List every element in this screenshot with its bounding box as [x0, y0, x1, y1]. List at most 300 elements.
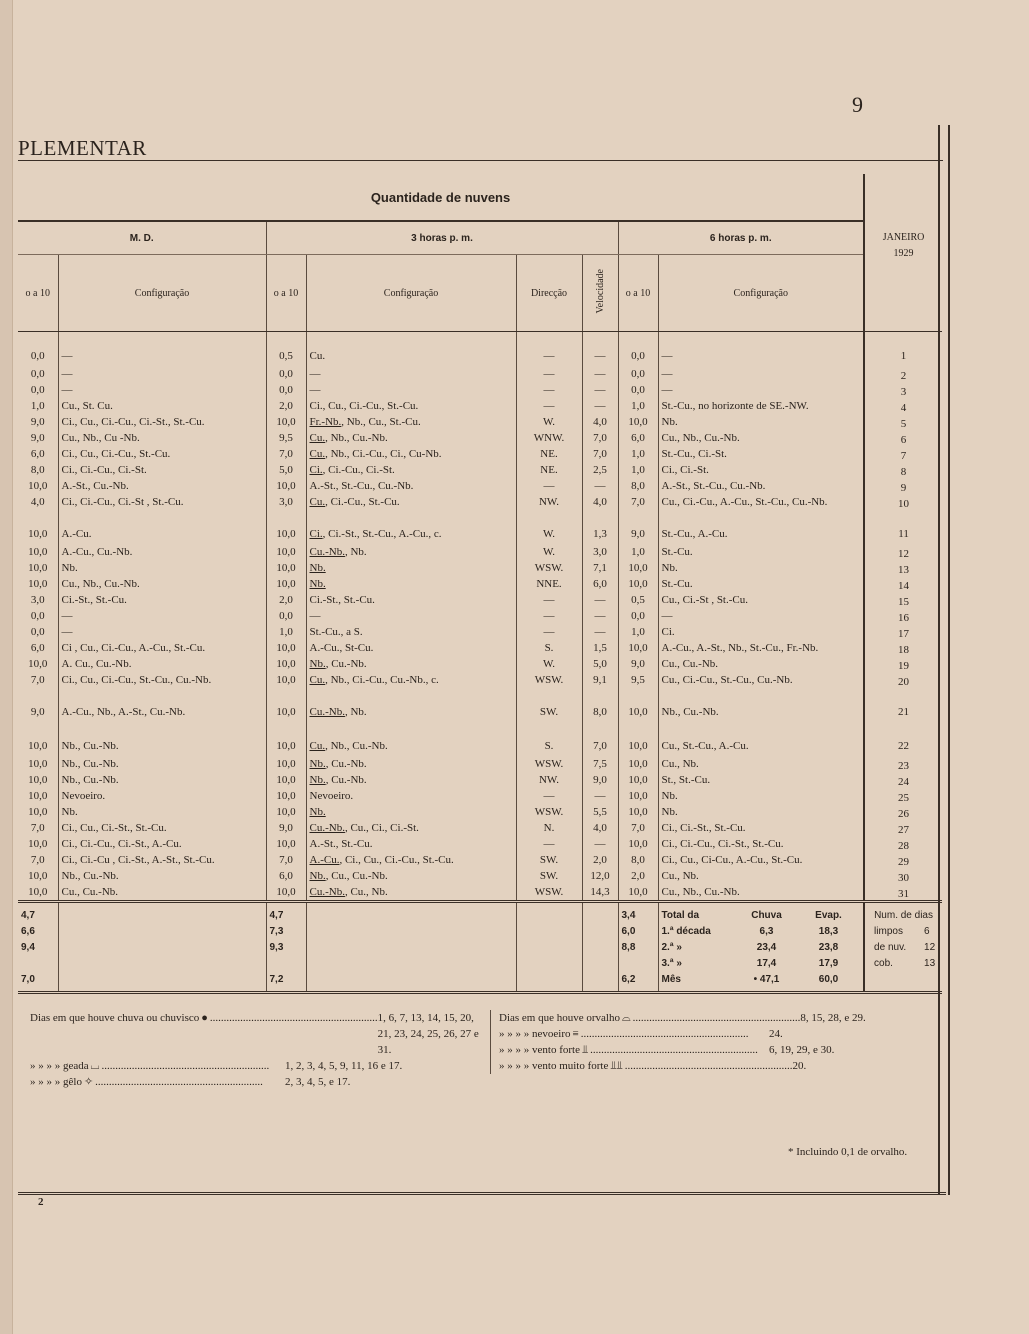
cell-day-number: 1 [864, 332, 942, 367]
table-body [18, 332, 942, 902]
cell-md-scale: 10,0 [28, 740, 48, 752]
cell-md-scale: 7,0 [30, 674, 45, 686]
cell-pm3-direction: SW. [516, 868, 582, 884]
leader-dots: ............................................................. [580, 1028, 749, 1040]
cell-pm6-scale: 9,0 [618, 656, 658, 672]
note-row [30, 1058, 485, 1074]
cell-pm6-config: — [658, 366, 864, 382]
cell-day-number: 11 [864, 510, 942, 544]
cell-pm6-scale: 0,0 [618, 366, 658, 382]
underlined-cloud-type: Cu. [309, 496, 326, 508]
cell-pm6-scale: 0,0 [618, 382, 658, 398]
cell-pm6-config: St.-Cu., A.-Cu. [658, 510, 864, 544]
cell-md-config: Ci , Cu., Ci.-Cu., A.-Cu., St.-Cu. [58, 640, 266, 656]
cell-pm6-scale: 0,5 [618, 592, 658, 608]
cell-pm6-config: Cu., Nb., Cu.-Nb. [658, 884, 864, 902]
cell-pm3-direction: WNW. [516, 430, 582, 446]
cell-md-scale: 10,0 [28, 806, 48, 818]
totals-rain: 17,4 [756, 957, 777, 969]
cell-pm3-direction: W. [516, 414, 582, 430]
table-row [18, 836, 942, 852]
cell-pm6-config: Cu., Ci.-St , St.-Cu. [658, 592, 864, 608]
cloud-types: — [309, 384, 321, 396]
cell-pm3-scale: 0,0 [266, 608, 306, 624]
cell-pm3-direction: WSW. [516, 884, 582, 902]
group-6pm: 6 horas p. m. [618, 221, 864, 255]
cell-md-config: Nb. [58, 804, 266, 820]
cell-pm3-speed: — [582, 608, 618, 624]
cell-md-config: Ci., Cu., Ci.-Cu., St.-Cu. [58, 446, 266, 462]
cell-pm6-scale: 1,0 [618, 462, 658, 478]
cell-pm6-config: Cu., Nb., Cu.-Nb. [658, 430, 864, 446]
cell-day-number: 24 [864, 772, 942, 788]
cell-day-number: 12 [864, 544, 942, 560]
col-config-3pm: Configuração [306, 255, 516, 332]
cell-md-config: — [58, 382, 266, 398]
cell-day-number: 26 [864, 804, 942, 820]
cell-pm3-direction: NE. [516, 462, 582, 478]
cell-pm3-config [306, 462, 516, 478]
cloud-types: , Nb., Ci.-Cu., Cu.-Nb., c. [325, 674, 439, 686]
summary-row [18, 955, 942, 971]
cell-pm6-config: Ci., Ci.-St., St.-Cu. [658, 820, 864, 836]
summary-md-blank [58, 971, 266, 993]
weather-symbol-icon: ⫫⫫ [610, 1060, 623, 1072]
cloud-types: Ci.-St., St.-Cu. [309, 594, 375, 606]
cloud-types: , Cu.-Nb. [325, 758, 367, 770]
table-row [18, 722, 942, 756]
note-row [30, 1010, 485, 1058]
underlined-cloud-type: Nb. [309, 758, 326, 770]
cloud-types: , Cu., Ci., Ci.-St. [344, 822, 419, 834]
cell-pm3-config [306, 804, 516, 820]
cell-pm3-config [306, 836, 516, 852]
cell-md-scale: 0,0 [30, 384, 45, 396]
cell-day-number: 2 [864, 366, 942, 382]
cloud-types: , Nb., Ci.-Cu., Ci., Cu-Nb. [325, 448, 442, 460]
cell-pm3-speed: 7,5 [582, 756, 618, 772]
underlined-cloud-type: Nb. [309, 806, 326, 818]
underlined-cloud-type: Cu. [309, 432, 326, 444]
cell-md-scale: 10,0 [28, 774, 48, 786]
table-row [18, 820, 942, 836]
cell-day-number: 20 [864, 672, 942, 688]
underlined-cloud-type: Nb. [309, 578, 326, 590]
group-3pm: 3 horas p. m. [266, 221, 618, 255]
cell-md-config: — [58, 332, 266, 367]
cell-md-scale: 0,0 [30, 610, 45, 622]
cell-pm6-config: Nb. [658, 560, 864, 576]
cell-md-config: Cu., Cu.-Nb. [58, 884, 266, 902]
cell-md-config: Ci., Ci.-Cu., Ci.-St., A.-Cu. [58, 836, 266, 852]
days-label: de nuv. [874, 941, 907, 953]
cell-pm3-config [306, 672, 516, 688]
cell-pm3-speed: — [582, 382, 618, 398]
cell-pm3-direction: — [516, 366, 582, 382]
cell-pm3-config [306, 332, 516, 367]
cloud-types: , Nb. [344, 706, 367, 718]
weather-symbol-icon: ≡ [572, 1028, 579, 1040]
totals-cell [658, 971, 864, 993]
top-rule [18, 160, 943, 161]
cell-pm6-config: Cu., Ci.-Cu., St.-Cu., Cu.-Nb. [658, 672, 864, 688]
cell-pm3-speed: 7,0 [582, 446, 618, 462]
underlined-cloud-type: Nb. [309, 774, 326, 786]
cell-pm3-speed: 2,5 [582, 462, 618, 478]
notes-right [490, 1010, 939, 1074]
cell-pm3-config [306, 366, 516, 382]
summary-3pm-blank [306, 902, 516, 924]
cell-pm3-scale: 10,0 [266, 672, 306, 688]
totals-evap: 18,3 [818, 925, 839, 937]
cell-pm3-speed: 6,0 [582, 576, 618, 592]
summary-3pm-blank [306, 971, 516, 993]
cell-pm3-direction: SW. [516, 852, 582, 868]
summary-row [18, 971, 942, 993]
cell-pm3-direction: WSW. [516, 560, 582, 576]
summary-md-mean: 6,6 [21, 925, 35, 937]
cell-day-number: 19 [864, 656, 942, 672]
cell-md-scale: 0,0 [30, 368, 45, 380]
cell-pm3-direction: SW. [516, 688, 582, 722]
totals-evap: 23,8 [818, 941, 839, 953]
cell-pm3-config [306, 560, 516, 576]
cell-pm3-scale: 10,0 [266, 788, 306, 804]
cell-md-config: A. Cu., Cu.-Nb. [58, 656, 266, 672]
cell-pm6-scale: 6,0 [618, 430, 658, 446]
cell-pm3-speed: 12,0 [582, 868, 618, 884]
weather-symbol-icon: ⫫ [581, 1044, 589, 1056]
summary-6pm-mean: 3,4 [618, 902, 658, 924]
note-days: 1, 6, 7, 13, 14, 15, 20, 21, 23, 24, 25, 26, 27 e 31. [377, 1012, 479, 1056]
cell-pm3-scale: 10,0 [266, 804, 306, 820]
table-row [18, 688, 942, 722]
cell-pm3-scale: 0,0 [266, 382, 306, 398]
cell-pm3-config [306, 544, 516, 560]
cell-pm3-speed: — [582, 478, 618, 494]
cell-pm3-config [306, 656, 516, 672]
cell-pm3-scale: 0,0 [266, 366, 306, 382]
note-label: » » » » vento muito forte [499, 1060, 609, 1072]
summary-3pm-blank [306, 939, 516, 955]
cell-pm6-scale: 0,0 [618, 608, 658, 624]
table-row [18, 608, 942, 624]
cloud-types: Ci., Cu., Ci.-Cu., St.-Cu. [309, 400, 419, 412]
summary-6pm-mean: 8,8 [618, 939, 658, 955]
cell-pm6-scale: 1,0 [618, 544, 658, 560]
table-row [18, 494, 942, 510]
days-cell [864, 939, 942, 955]
weather-symbol-icon: ✧ [83, 1076, 94, 1088]
cell-pm6-config: Cu., Ci.-Cu., A.-Cu., St.-Cu., Cu.-Nb. [658, 494, 864, 510]
cloud-types: , Ci., Cu., Ci.-Cu., St.-Cu. [339, 854, 454, 866]
cell-pm3-direction: — [516, 788, 582, 804]
cell-day-number: 22 [864, 722, 942, 756]
summary-md-mean [18, 955, 58, 971]
leader-dots: ............................................................. [590, 1044, 758, 1056]
totals-cell [658, 902, 864, 924]
underlined-cloud-type: Ci. [309, 528, 323, 540]
totals-line [662, 958, 861, 969]
cell-pm6-config: St., St.-Cu. [658, 772, 864, 788]
cell-pm3-direction: W. [516, 544, 582, 560]
table-row [18, 430, 942, 446]
cell-pm3-direction: NNE. [516, 576, 582, 592]
cell-pm3-scale: 1,0 [266, 624, 306, 640]
cell-md-config: Nb., Cu.-Nb. [58, 868, 266, 884]
month-label: JANEIRO [882, 232, 925, 243]
cell-pm3-direction: NW. [516, 772, 582, 788]
cell-md-scale: 10,0 [28, 838, 48, 850]
cell-md-scale: 10,0 [28, 546, 48, 558]
underlined-cloud-type: Ci. [309, 464, 323, 476]
cell-pm3-speed: — [582, 836, 618, 852]
cell-pm3-direction: — [516, 382, 582, 398]
cell-pm3-direction: NW. [516, 494, 582, 510]
days-value: 6 [924, 925, 930, 937]
table-row [18, 592, 942, 608]
totals-cell [658, 939, 864, 955]
underlined-cloud-type: Nb. [309, 870, 326, 882]
cell-md-config: A.-Cu., Cu.-Nb. [58, 544, 266, 560]
days-cell [864, 971, 942, 993]
cell-day-number: 23 [864, 756, 942, 772]
underlined-cloud-type: Cu.-Nb. [309, 546, 345, 558]
summary-blank [582, 971, 618, 993]
cell-md-config: Ci., Ci.-Cu., Ci.-St. [58, 462, 266, 478]
leader-dots: ............................................................. [209, 1012, 378, 1024]
totals-line [662, 910, 861, 921]
totals-period: 2.ª » [661, 941, 682, 953]
cell-pm3-scale: 10,0 [266, 756, 306, 772]
note-label: » » » » vento forte [499, 1044, 580, 1056]
summary-blank [516, 971, 582, 993]
totals-line [662, 926, 861, 937]
underlined-cloud-type: Fr.-Nb. [309, 416, 342, 428]
underlined-cloud-type: Cu.-Nb. [309, 886, 345, 898]
cell-pm6-scale: 10,0 [618, 722, 658, 756]
cell-pm3-scale: 10,0 [266, 772, 306, 788]
cell-pm3-direction: WSW. [516, 756, 582, 772]
cell-md-scale: 1,0 [30, 400, 45, 412]
page-binding-edge [0, 0, 13, 1334]
cell-day-number: 4 [864, 398, 942, 414]
cell-md-config: — [58, 366, 266, 382]
table-row [18, 398, 942, 414]
days-cell: Num. de dias [864, 902, 942, 924]
cell-pm3-speed: 7,0 [582, 722, 618, 756]
note-days: 1, 2, 3, 4, 5, 9, 11, 16 e 17. [285, 1060, 403, 1072]
cell-md-config: Nb., Cu.-Nb. [58, 756, 266, 772]
cell-pm6-scale: 10,0 [618, 756, 658, 772]
cell-pm6-config: Ci., Ci.-St. [658, 462, 864, 478]
summary-blank [582, 955, 618, 971]
summary-md-blank [58, 902, 266, 924]
summary-6pm-mean: 6,0 [618, 923, 658, 939]
totals-rain: 23,4 [756, 941, 777, 953]
cell-pm3-config [306, 722, 516, 756]
cloud-types: , Ci.-St., St.-Cu., A.-Cu., c. [322, 528, 442, 540]
summary-blank [582, 939, 618, 955]
table-row [18, 462, 942, 478]
summary-blank [516, 939, 582, 955]
days-cell [864, 955, 942, 971]
cell-md-config: — [58, 608, 266, 624]
totals-rain: • 47,1 [753, 973, 780, 985]
cell-day-number: 9 [864, 478, 942, 494]
summary-md-blank [58, 939, 266, 955]
cell-pm3-direction: W. [516, 510, 582, 544]
underlined-cloud-type: Cu. [309, 448, 326, 460]
cell-pm6-scale: 10,0 [618, 836, 658, 852]
cell-day-number: 3 [864, 382, 942, 398]
summary-row [18, 923, 942, 939]
cell-pm6-config: — [658, 608, 864, 624]
cell-day-number: 31 [864, 884, 942, 902]
cell-md-scale: 9,0 [30, 432, 45, 444]
totals-rain: 6,3 [759, 925, 774, 937]
cloud-types: , Nb., Cu.-Nb. [325, 432, 388, 444]
cell-pm3-direction: — [516, 836, 582, 852]
cell-pm6-config: Ci., Cu., Ci-Cu., A.-Cu., St.-Cu. [658, 852, 864, 868]
cell-pm3-scale: 5,0 [266, 462, 306, 478]
cell-day-number: 10 [864, 494, 942, 510]
cell-md-config: — [58, 624, 266, 640]
cell-pm6-config: — [658, 332, 864, 367]
days-label: cob. [874, 957, 893, 969]
cell-pm3-speed: 9,0 [582, 772, 618, 788]
cell-pm6-config: A.-St., St.-Cu., Cu.-Nb. [658, 478, 864, 494]
cell-pm6-scale: 1,0 [618, 446, 658, 462]
underlined-cloud-type: Nb. [309, 562, 326, 574]
cell-day-number: 30 [864, 868, 942, 884]
cloud-quantity-table [18, 174, 942, 994]
days-cell [864, 923, 942, 939]
totals-evap: 60,0 [818, 973, 839, 985]
table-row [18, 414, 942, 430]
summary-md-mean: 9,4 [21, 941, 35, 953]
cell-md-config: Nevoeiro. [58, 788, 266, 804]
cell-pm3-scale: 10,0 [266, 414, 306, 430]
cell-pm6-scale: 10,0 [618, 884, 658, 902]
cell-pm3-scale: 10,0 [266, 560, 306, 576]
days-value: 13 [924, 957, 936, 969]
totals-header-rain: Chuva [751, 909, 782, 921]
totals-cell [658, 923, 864, 939]
table-row [18, 560, 942, 576]
cell-md-scale: 9,0 [30, 416, 45, 428]
note-row [30, 1074, 485, 1090]
notes-left [30, 1010, 485, 1090]
cell-pm6-scale: 10,0 [618, 772, 658, 788]
cell-pm3-config [306, 788, 516, 804]
cell-md-config: Cu., Nb., Cu.-Nb. [58, 576, 266, 592]
cell-pm3-direction: — [516, 478, 582, 494]
summary-3pm-blank [306, 955, 516, 971]
cell-pm3-config [306, 608, 516, 624]
cell-pm3-speed: — [582, 592, 618, 608]
cloud-types: St.-Cu., a S. [309, 626, 363, 638]
page-number: 9 [852, 92, 863, 117]
cell-pm3-direction: — [516, 592, 582, 608]
cell-pm3-config [306, 494, 516, 510]
cloud-types: Nevoeiro. [309, 790, 354, 802]
cell-pm3-speed: — [582, 366, 618, 382]
cell-pm3-scale: 10,0 [266, 510, 306, 544]
page-frame-bottom [18, 1192, 946, 1195]
cell-pm6-config: — [658, 382, 864, 398]
cell-pm6-scale: 2,0 [618, 868, 658, 884]
cell-pm3-speed: — [582, 624, 618, 640]
cell-pm3-direction: — [516, 624, 582, 640]
cell-pm3-direction: S. [516, 722, 582, 756]
cell-pm3-scale: 10,0 [266, 478, 306, 494]
cell-pm6-config: St.-Cu. [658, 576, 864, 592]
table-row [18, 366, 942, 382]
col-scale-3pm: o a 10 [266, 255, 306, 332]
cell-pm6-scale: 0,0 [618, 332, 658, 367]
cell-pm3-config [306, 868, 516, 884]
cell-md-scale: 7,0 [30, 822, 45, 834]
cell-pm6-config: St.-Cu., no horizonte de SE.-NW. [658, 398, 864, 414]
cell-pm6-config: Cu., Cu.-Nb. [658, 656, 864, 672]
cell-pm6-config: Cu., St.-Cu., A.-Cu. [658, 722, 864, 756]
cell-pm6-config: Ci., Ci.-Cu., Ci.-St., St.-Cu. [658, 836, 864, 852]
summary-3pm-blank [306, 923, 516, 939]
note-days: 8, 15, 28, e 29. [800, 1012, 866, 1024]
cell-pm6-config: Cu., Nb. [658, 868, 864, 884]
cell-day-number: 21 [864, 688, 942, 722]
cell-pm3-scale: 9,0 [266, 820, 306, 836]
table-row [18, 544, 942, 560]
cell-pm3-config [306, 398, 516, 414]
cloud-types: , Cu.-Nb. [325, 658, 367, 670]
cell-pm3-config [306, 772, 516, 788]
cell-md-config: Nb., Cu.-Nb. [58, 772, 266, 788]
totals-cell [658, 955, 864, 971]
cell-pm6-scale: 7,0 [618, 494, 658, 510]
cell-md-config: Nb., Cu.-Nb. [58, 722, 266, 756]
cell-md-scale: 10,0 [28, 758, 48, 770]
cell-pm3-config [306, 576, 516, 592]
leader-dots: ............................................................. [101, 1060, 270, 1072]
cell-pm3-scale: 2,0 [266, 592, 306, 608]
cloud-types: , Nb. [344, 546, 367, 558]
month-year-header [864, 174, 942, 332]
cell-pm3-speed: 7,1 [582, 560, 618, 576]
cell-pm6-scale: 7,0 [618, 820, 658, 836]
cell-pm6-scale: 10,0 [618, 414, 658, 430]
cloud-types: , Cu., Cu.-Nb. [325, 870, 388, 882]
cell-md-config: Nb. [58, 560, 266, 576]
cell-pm3-speed: 7,0 [582, 430, 618, 446]
cell-pm3-config [306, 510, 516, 544]
cell-pm6-scale: 9,5 [618, 672, 658, 688]
cell-pm3-config [306, 640, 516, 656]
cloud-types: , Nb., Cu., St.-Cu. [341, 416, 421, 428]
table-row [18, 656, 942, 672]
cell-pm3-config [306, 756, 516, 772]
cell-pm3-config [306, 820, 516, 836]
summary-blank [516, 955, 582, 971]
cell-md-scale: 10,0 [28, 886, 48, 898]
summary-md-blank [58, 923, 266, 939]
cell-day-number: 5 [864, 414, 942, 430]
cell-pm3-direction: N. [516, 820, 582, 836]
note-row [499, 1010, 939, 1026]
cell-pm3-speed: 9,1 [582, 672, 618, 688]
cell-pm3-config [306, 688, 516, 722]
